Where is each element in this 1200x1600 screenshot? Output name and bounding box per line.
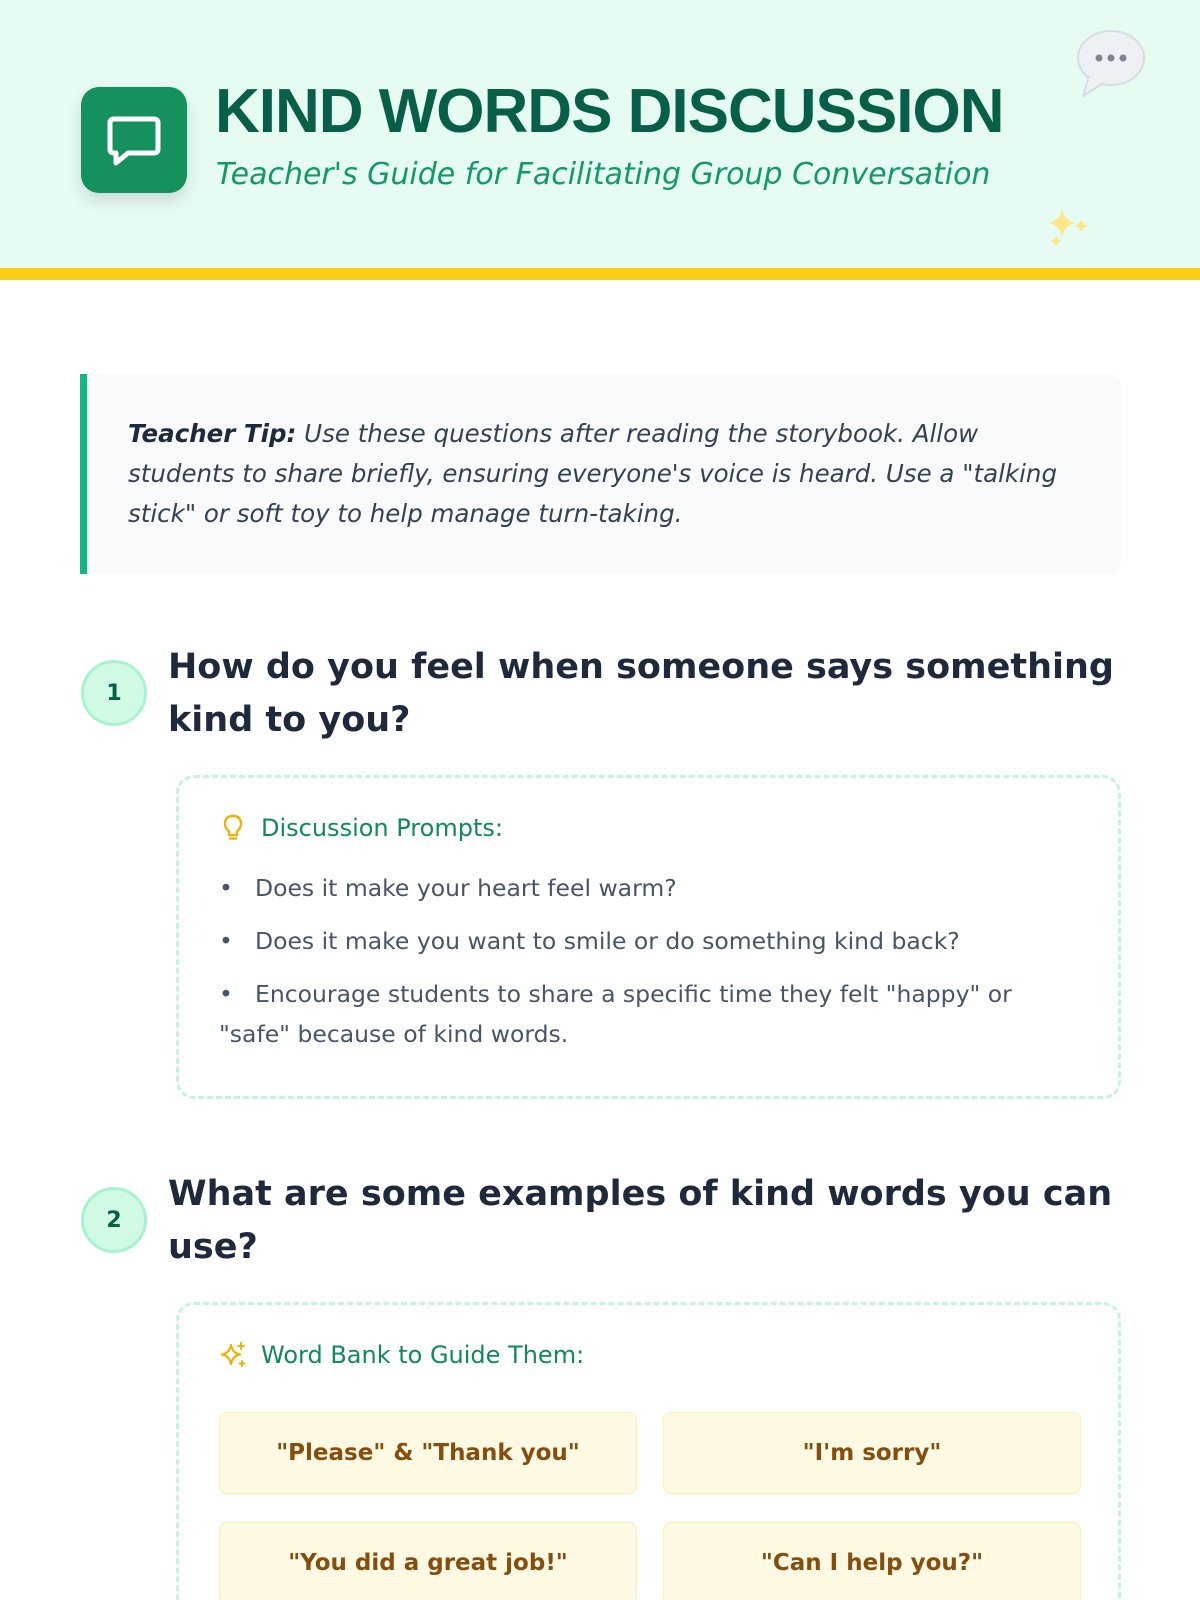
question-1-prompts-card	[176, 775, 1121, 1099]
question-2-title: What are some examples of kind words you can use?	[168, 1174, 1113, 1267]
page-header	[0, 0, 1200, 280]
question-2-number: 2	[81, 1187, 147, 1253]
question-2-word-bank-card	[176, 1302, 1121, 1600]
word-bank-item: "I'm sorry"	[663, 1412, 1081, 1494]
teacher-tip-label: Teacher Tip:	[128, 419, 297, 448]
discussion-prompts-heading	[219, 814, 503, 842]
question-1-number: 1	[81, 660, 147, 726]
list-item: • Encourage students to share a specific time they felt "happy" or "safe" because of kind words.	[219, 974, 1039, 1054]
sparkles-icon	[1042, 203, 1092, 253]
question-1-title: How do you feel when someone says something kind to you?	[168, 647, 1114, 740]
sparkles-icon	[219, 1341, 247, 1369]
teacher-tip	[80, 374, 1121, 574]
discussion-prompts-label: Discussion Prompts:	[261, 814, 503, 842]
word-bank-label: Word Bank to Guide Them:	[261, 1341, 585, 1369]
lightbulb-icon	[219, 814, 247, 842]
list-item: • Does it make you want to smile or do something kind back?	[219, 921, 1039, 961]
discussion-prompts-list	[219, 868, 1039, 1067]
chat-bubble-icon	[81, 87, 187, 193]
teacher-tip-body: Use these questions after reading the storybook. Allow students to share briefly, ensuring everyone's voice is heard. Use a "talking stick" or soft toy to help manage turn-taking.	[128, 419, 1058, 528]
speech-bubble-icon	[1075, 28, 1147, 104]
list-item: • Does it make your heart feel warm?	[219, 868, 1039, 908]
word-bank-heading	[219, 1341, 584, 1369]
word-bank-item: "You did a great job!"	[219, 1522, 637, 1600]
page-subtitle: Teacher's Guide for Facilitating Group Conversation	[216, 157, 991, 192]
word-bank-item: "Can I help you?"	[663, 1522, 1081, 1600]
word-bank-item: "Please" & "Thank you"	[219, 1412, 637, 1494]
page-title: KIND WORDS DISCUSSION	[215, 77, 1004, 146]
teacher-tip-text	[128, 414, 1071, 534]
